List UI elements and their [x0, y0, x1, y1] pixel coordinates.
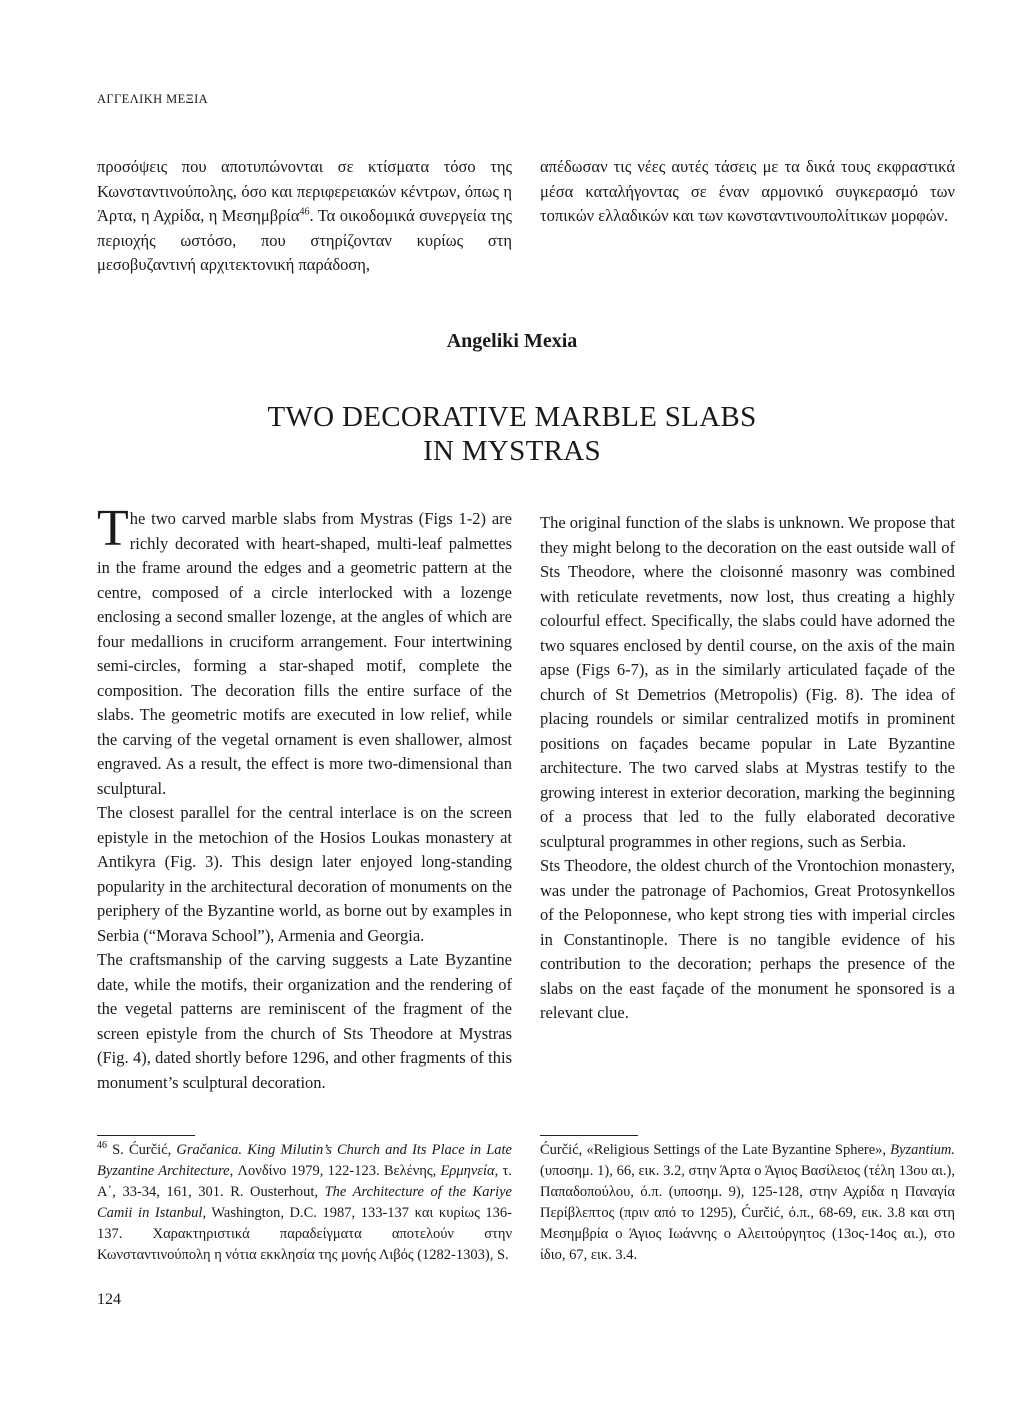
body-paragraph-2: The closest parallel for the central interlace is on the screen epistyle in the metochion of the Hosios Loukas monastery at Antikyra (Fig. 3). This design later enjoyed long-standing popularity in the architectural decoration of monuments on the periphery of the Byzantine world, as borne out by examples in Serbia (“Morava School”), Armenia and Georgia. — [97, 803, 512, 945]
body-left-column — [97, 500, 512, 1095]
greek-paragraph-left: προσόψεις που αποτυπώνονται σε κτίσματα τόσο της Κωνσταντινούπολης, όσο και περιφερειακών κέντρων, όπως η Άρτα, η Αχρίδα, η Μεσημβρία$^{46}$. Τα οικοδομικά συνεργεία της περιοχής ωστόσο, που στηρίζονταν κυρίως στη μεσοβυζαντινή αρχιτεκτονική παράδοση, — [97, 157, 512, 274]
running-head: ΑΓΓΕΛΙΚΗ ΜΕΞΙΑ — [97, 92, 209, 106]
footnote-46-continued — [540, 1140, 955, 1266]
drop-cap: T — [97, 500, 129, 557]
footnote-ref-46[interactable]: 46 — [299, 206, 310, 218]
body-right-column — [540, 511, 955, 1026]
article-title — [0, 400, 1024, 468]
body-paragraph-4: The original function of the slabs is unknown. We propose that they might belong to the decoration on the east outside wall of Sts Theodore, where the cloisonné masonry was combined with reticulate revetments, now lost, thus creating a highly colourful effect. Specifically, the slabs could have adorned the two squares enclosed by dentil course, on the axis of the main apse (Figs 6-7), as in the similarly articulated façade of the church of St Demetrios (Metropolis) (Fig. 8). The idea of placing roundels or similar centralized motifs in prominent positions on façades became popular in Late Byzantine architecture. The two carved slabs at Mystras testify to the growing interest in exterior decoration, marking the beginning of a process that led to the fully elaborated decorative sculptural programmes in other regions, such as Serbia. — [540, 513, 955, 851]
title-line-2: IN MYSTRAS — [423, 435, 601, 467]
footnote-number: 46 — [97, 1140, 107, 1152]
footnote-separator-left — [97, 1135, 195, 1136]
footnote-separator-right — [540, 1135, 638, 1136]
author-name: Angeliki Mexia — [446, 330, 578, 352]
footnote-text-right: Ćurčić, «Religious Settings of the Late Byzantine Sphere», Byzantium. (υποσημ. 1), 66, εικ. 3.2, στην Άρτα ο Άγιος Βασίλειος (τέλη 13ου αι.), Παπαδοπούλου, ό.π. (υποσημ. 9), 125-128, στην Αχρίδα η Παναγία Περίβλεπτος (πριν από το 1295), Ćurčić, ό.π., 68-69, εικ. 3.8 και στη Μεσημβρία ο Άγιος Ιωάννης ο Αλειτούργητος (13ος-14ος αι.), στο ίδιο, 67, εικ. 3.4. — [540, 1142, 955, 1263]
body-paragraph-3: The craftsmanship of the carving suggests a Late Byzantine date, while the motifs, their organization and the rendering of the vegetal patterns are reminiscent of the fragment of the screen epistyle from the church of Sts Theodore at Mystras (Fig. 4), dated shortly before 1296, and other fragments of this monument’s sculptural decoration. — [97, 950, 512, 1092]
footnote-text-left: $^{46}$ S. Ćurčić, Gračanica. King Milutin’s Church and Its Place in Late Byzantine Architecture, Λονδίνο 1979, 122-123. Βελένης, Ερμηνεία, τ. Α΄, 33-34, 161, 301. R. Ousterhout, The Architecture of the Kariye Camii in Istanbul, Washington, D.C. 1987, 133-137 και κυρίως 136-137. Χαρακτηριστικά παραδείγματα αποτελούν στην Κωνσταντινούπολη η νότια εκκλησία της μονής Λιβός (1282-1303), S. — [97, 1140, 512, 1263]
body-paragraph-1: The two carved marble slabs from Mystras (Figs 1-2) are richly decorated with heart-shaped, multi-leaf palmettes in the frame around the edges and a geometric pattern at the centre, composed of a circle interlocked with a lozenge enclosing a second smaller lozenge, at the angles of which are four medallions in cruciform arrangement. Four intertwining semi-circles, forming a star-shaped motif, complete the composition. The decoration fills the entire surface of the slabs. The geometric motifs are executed in low relief, while the carving of the vegetal ornament is even shallower, almost engraved. As a result, the effect is more two-dimensional than sculptural. — [97, 500, 512, 798]
title-line-1: TWO DECORATIVE MARBLE SLABS — [267, 401, 757, 433]
body-paragraph-5: Sts Theodore, the oldest church of the Vrontochion monastery, was under the patronage of Pachomios, Great Protosynkellos of the Peloponnese, who kept strong ties with imperial circles in Constantinople. There is no tangible evidence of his contribution to the decoration; perhaps the presence of the slabs on the east façade of the monument he sponsored is a relevant clue. — [540, 856, 955, 1022]
footnote-46 — [97, 1140, 512, 1266]
page-number: 124 — [97, 1291, 121, 1308]
greek-text-right-column — [540, 155, 955, 229]
greek-paragraph-right: απέδωσαν τις νέες αυτές τάσεις με τα δικά τους εκφραστικά μέσα καταλήγοντας σε έναν αρμονικό συγκερασμό των τοπικών ελλαδικών και των κωνσταντινουπολίτικων μορφών. — [540, 157, 955, 225]
greek-text-left-column — [97, 155, 512, 278]
